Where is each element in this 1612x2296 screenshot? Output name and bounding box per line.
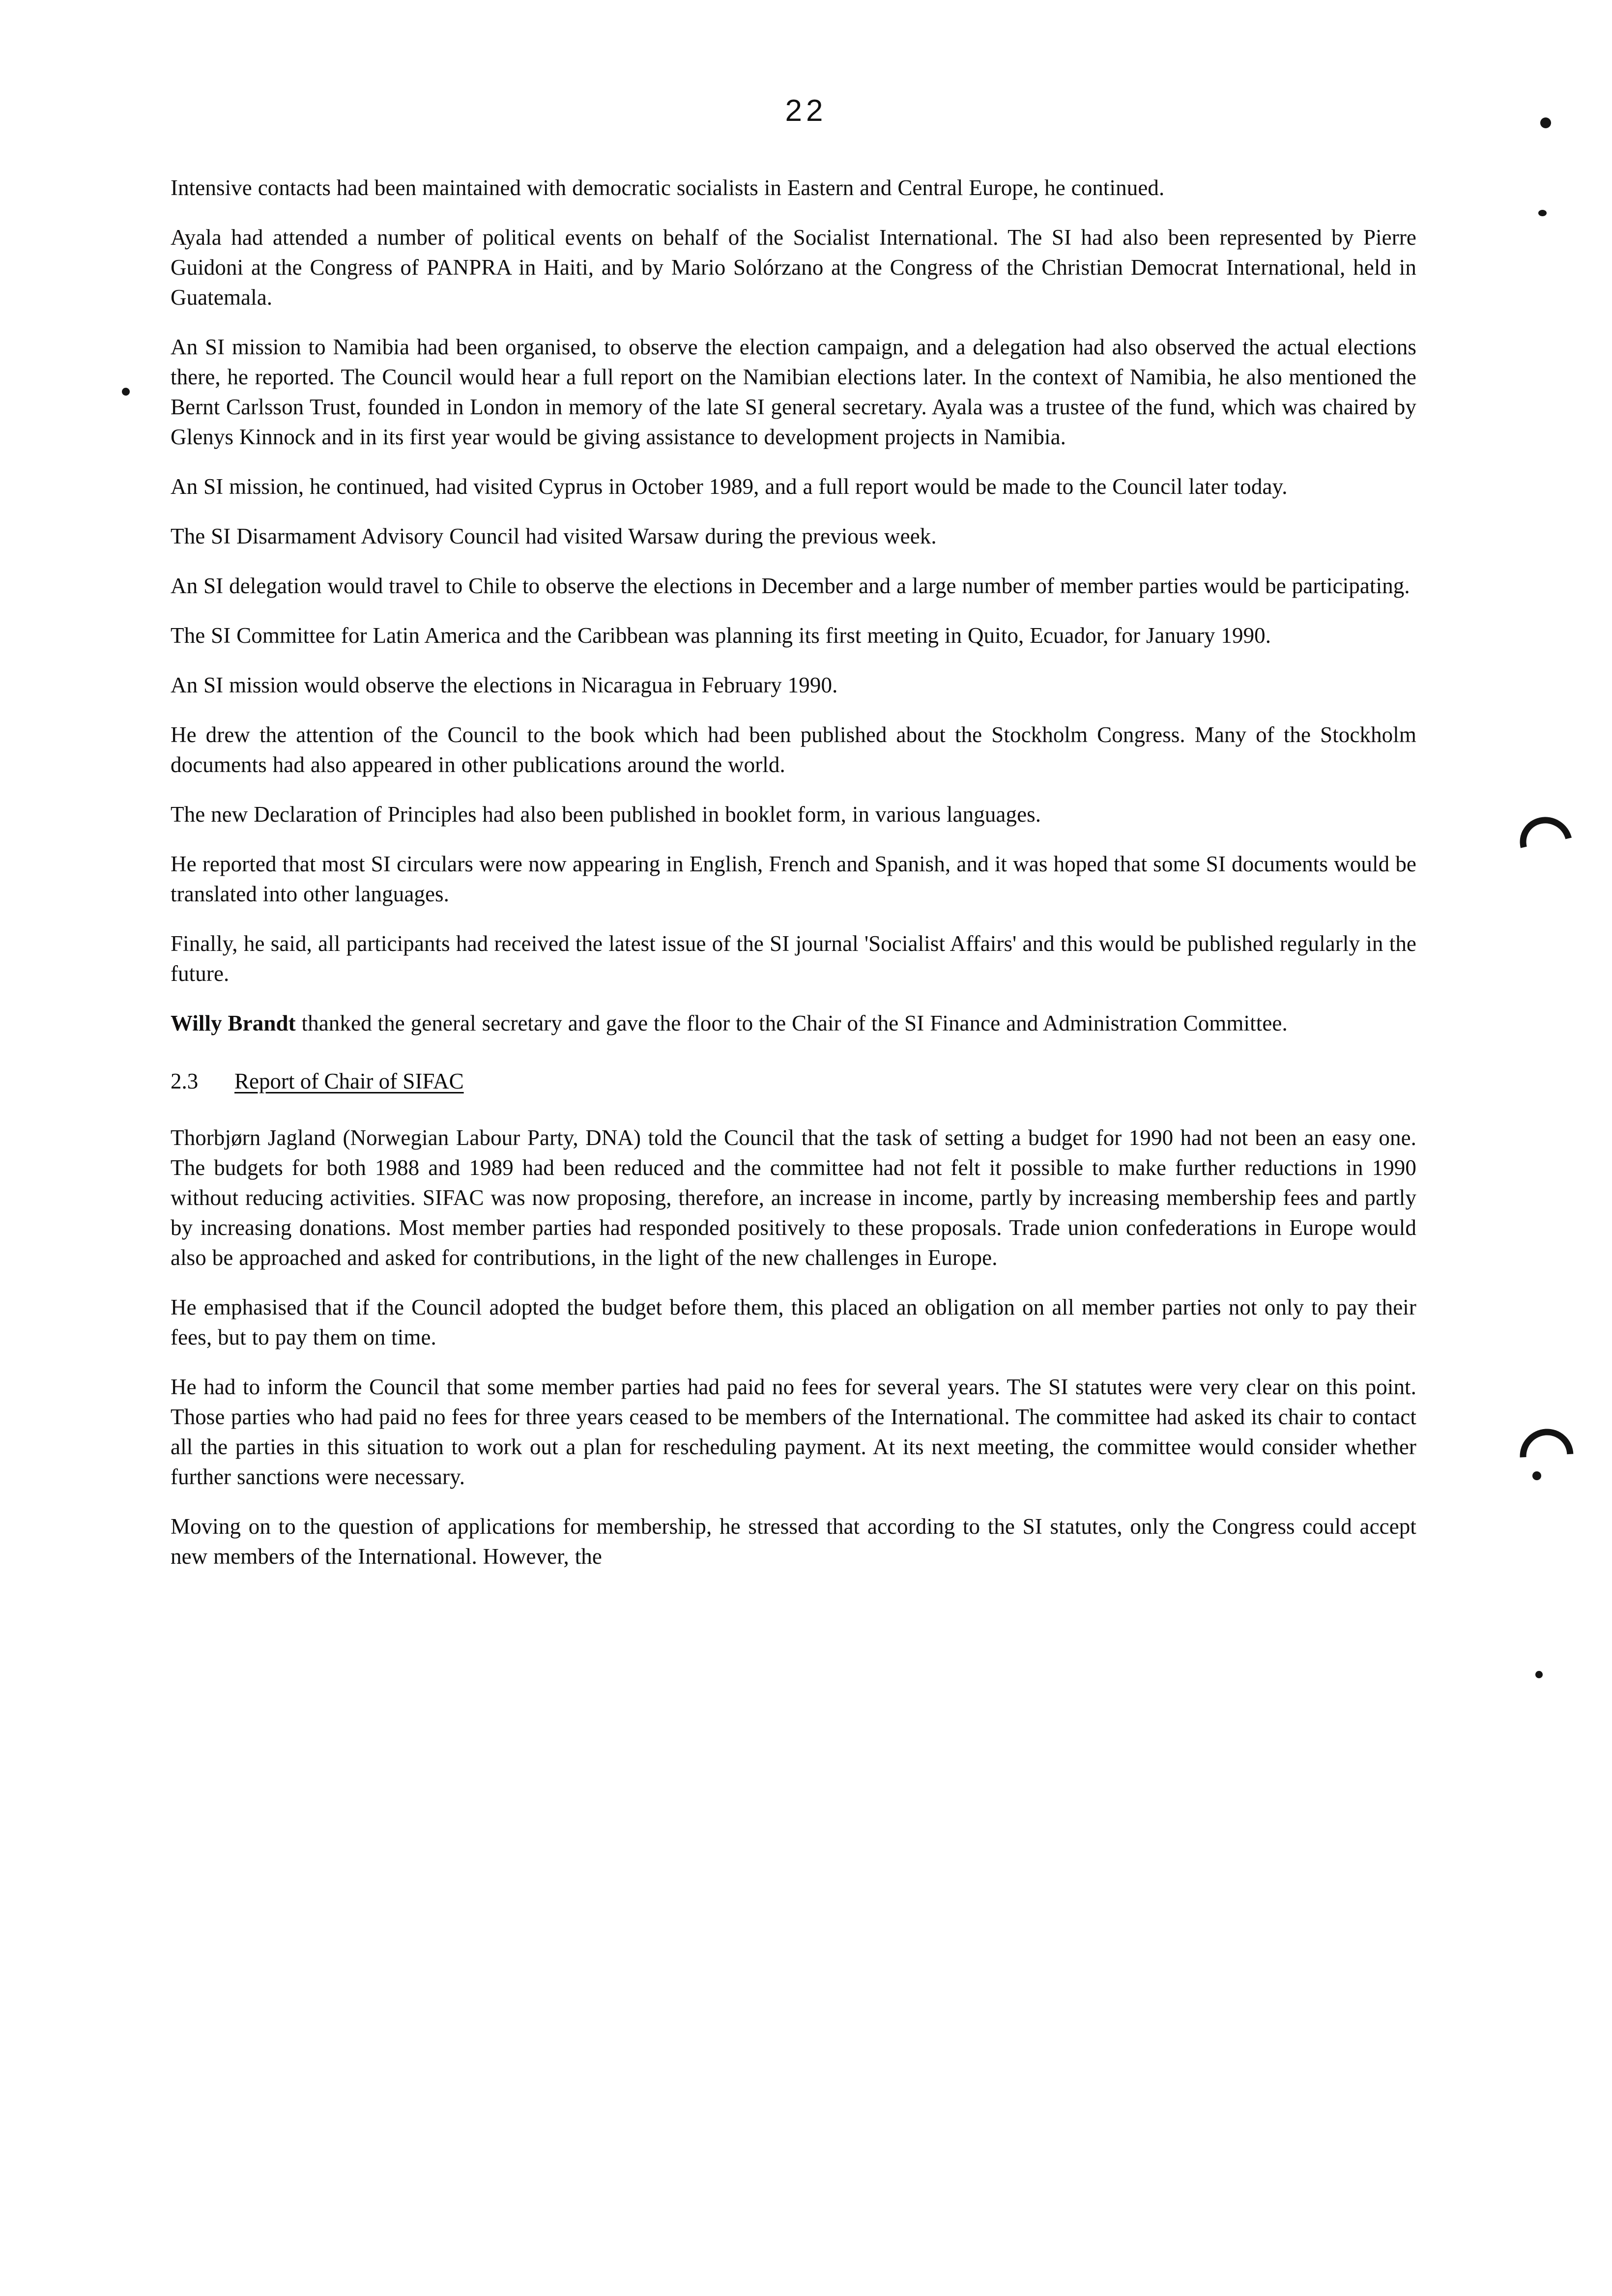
paragraph-willy-brandt — [171, 1008, 1416, 1038]
handwritten-arc-mark-upper — [1510, 807, 1583, 878]
paragraph: An SI mission, he continued, had visited Cyprus in October 1989, and a full report would be made to the Council later today. — [171, 474, 1288, 499]
paragraph: Thorbjørn Jagland (Norwegian Labour Party, DNA) told the Council that the task of setting a budget for 1990 had not been an easy one. The budgets for both 1988 and 1989 had been reduced and the committee had not felt it possible to make further reductions in 1990 without reducing activities. SIFAC was now proposing, therefore, an increase in income, partly by increasing membership fees and partly by increasing donations. Most member parties had responded positively to these proposals. Trade union confederations in Europe would also be approached and asked for contributions, in the light of the new challenges in Europe. — [171, 1125, 1416, 1270]
handwritten-arc-mark-lower — [1509, 1418, 1584, 1493]
paragraph: The SI Committee for Latin America and the Caribbean was planning its first meeting in Quito, Ecuador, for January 1990. — [171, 623, 1271, 648]
paragraph: An SI mission to Namibia had been organised, to observe the election campaign, and a delegation had also observed the actual elections there, he reported. The Council would hear a full report on the Namibian elections later. In the context of Namibia, he also mentioned the Bernt Carlsson Trust, founded in London in memory of the late SI general secretary. Ayala was a trustee of the fund, which was chaired by Glenys Kinnock and in its first year would be giving assistance to development projects in Namibia. — [171, 335, 1416, 449]
paragraph: The new Declaration of Principles had also been published in booklet form, in various languages. — [171, 802, 1041, 827]
paragraph: He reported that most SI circulars were now appearing in English, French and Spanish, and it was hoped that some SI documents would be translated into other languages. — [171, 852, 1416, 906]
speaker-name: Willy Brandt — [171, 1011, 296, 1035]
paragraph: He emphasised that if the Council adopted the budget before them, this placed an obligation on all member parties not only to pay their fees, but to pay them on time. — [171, 1295, 1416, 1349]
paragraph: Moving on to the question of applications for membership, he stressed that according to the SI statutes, only the Congress could accept new members of the International. However, the — [171, 1514, 1416, 1569]
paragraph-text: thanked the general secretary and gave the floor to the Chair of the SI Finance and Administration Committee. — [295, 1011, 1288, 1035]
paragraph: He had to inform the Council that some member parties had paid no fees for several years. The SI statutes were very clear on this point. Those parties who had paid no fees for three years ceased to be members of the International. The committee had asked its chair to contact all the parties in this situation to work out a plan for rescheduling payment. At its next meeting, the committee would consider whether further sanctions were necessary. — [171, 1375, 1416, 1489]
paragraph: Finally, he said, all participants had received the latest issue of the SI journal 'Socialist Affairs' and this would be published regularly in the future. — [171, 931, 1416, 986]
body-text-column — [171, 173, 1416, 1572]
paragraph: He drew the attention of the Council to the book which had been published about the Stockholm Congress. Many of the Stockholm documents had also appeared in other publications around the world. — [171, 722, 1416, 777]
section-number: 2.3 — [171, 1069, 199, 1093]
ink-speck-mid-right — [1535, 1671, 1543, 1678]
paragraph: An SI delegation would travel to Chile to observe the elections in December and a large number of member parties would be participating. — [171, 574, 1410, 598]
section-title: Report of Chair of SIFAC — [234, 1069, 464, 1093]
paragraph: The SI Disarmament Advisory Council had visited Warsaw during the previous week. — [171, 524, 937, 548]
page-number: 22 — [785, 94, 827, 128]
paragraph: Intensive contacts had been maintained with democratic socialists in Eastern and Central Europe, he continued. — [171, 175, 1165, 200]
ink-speck-left-margin — [122, 388, 130, 396]
paragraph: An SI mission would observe the elections in Nicaragua in February 1990. — [171, 673, 838, 697]
ink-speck-top-right — [1540, 117, 1551, 128]
paragraph: Ayala had attended a number of political events on behalf of the Socialist International. The SI had also been represented by Pierre Guidoni at the Congress of PANPRA in Haiti, and by Mario Solórzano at the Congress of the Christian Democrat International, held in Guatemala. — [171, 225, 1416, 310]
section-heading-2-3 — [171, 1067, 1416, 1095]
ink-speck-upper-right — [1538, 210, 1547, 216]
